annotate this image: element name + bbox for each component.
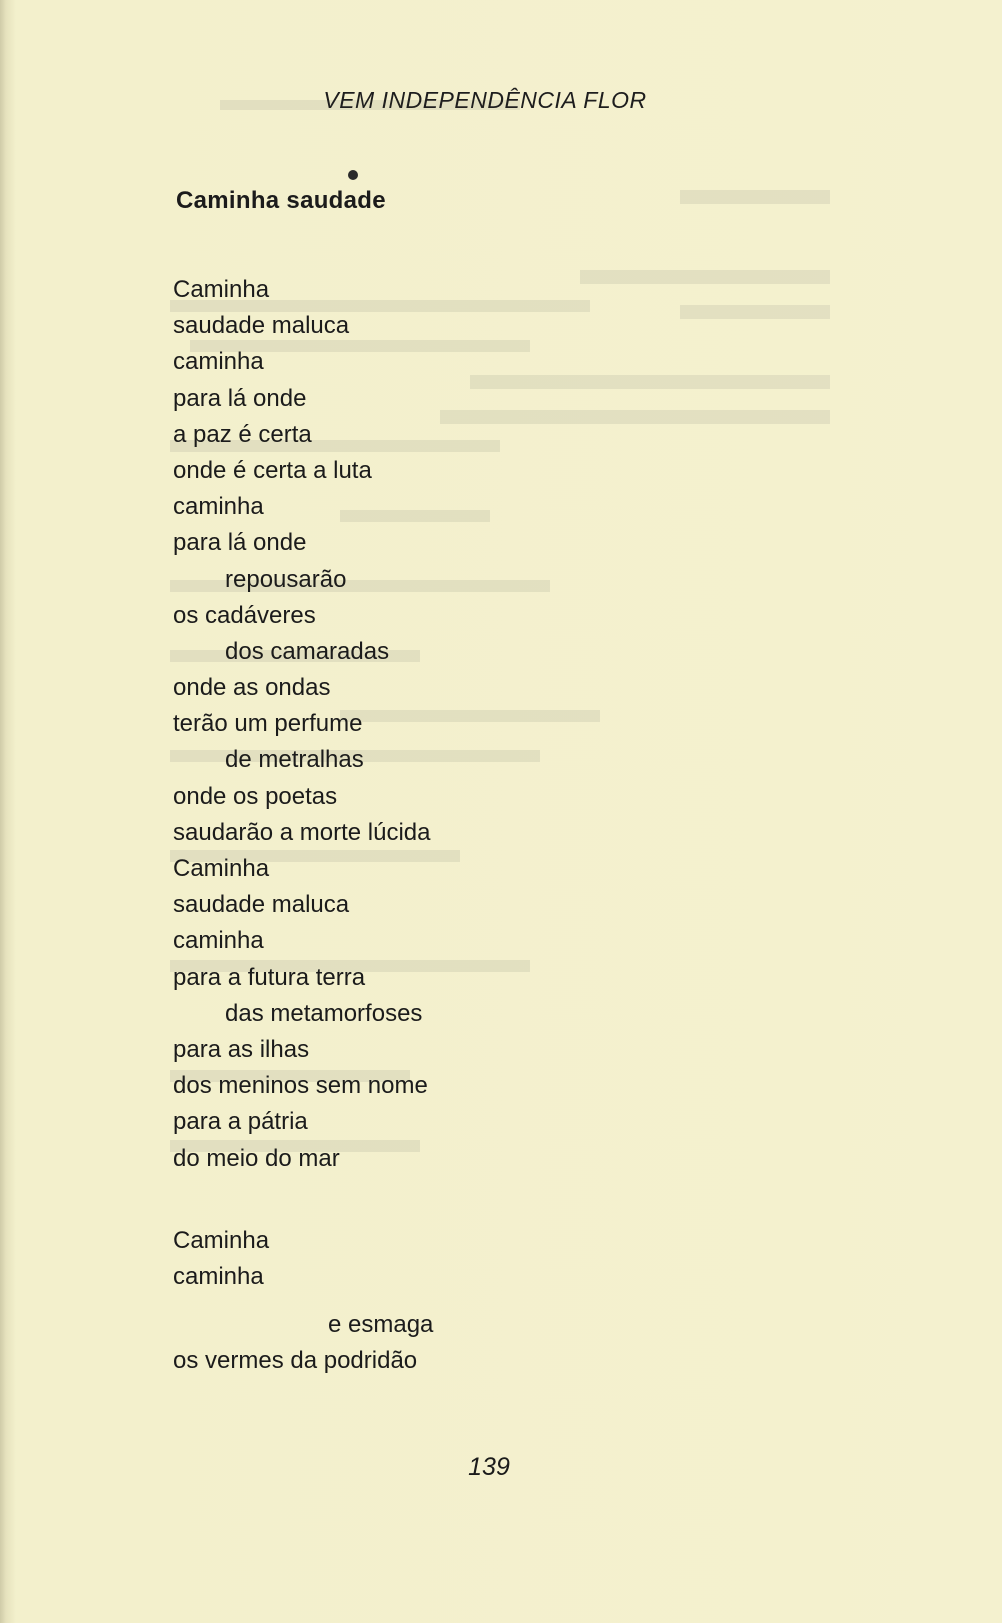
poem-line: dos meninos sem nome bbox=[173, 1072, 428, 1100]
stanza bbox=[173, 1223, 433, 1295]
ornament-dot bbox=[348, 170, 358, 180]
poem-line: do meio do mar bbox=[173, 1144, 340, 1172]
poem-line: dos camaradas bbox=[225, 637, 390, 665]
poem-line: para a pátria bbox=[173, 1108, 308, 1136]
page-number: 139 bbox=[468, 1453, 510, 1481]
poem-line: caminha bbox=[173, 1262, 264, 1290]
poem-line: para lá onde bbox=[173, 529, 307, 557]
poem-line: saudade maluca bbox=[173, 312, 350, 340]
poem-line: Caminha bbox=[173, 855, 270, 882]
poem-line: e esmaga bbox=[328, 1311, 434, 1339]
poem-line: terão um perfume bbox=[173, 710, 363, 738]
stanza-break bbox=[173, 1177, 433, 1223]
poem-line: onde os poetas bbox=[173, 782, 338, 810]
poem-line: Caminha bbox=[173, 1226, 270, 1254]
poem-line: caminha bbox=[173, 493, 264, 521]
poem-body bbox=[173, 272, 433, 1379]
poem-line: das metamorfoses bbox=[225, 999, 423, 1027]
poem-line: para as ilhas bbox=[173, 1035, 310, 1063]
poem-line: Caminha bbox=[173, 276, 270, 303]
poem-line: caminha bbox=[173, 348, 264, 376]
poem-line: caminha bbox=[173, 927, 264, 955]
poem-line: onde é certa a luta bbox=[173, 456, 372, 484]
poem-line: onde as ondas bbox=[173, 674, 331, 702]
poem-line: saudarão a morte lúcida bbox=[173, 818, 431, 846]
poem-line: a paz é certa bbox=[173, 420, 312, 448]
stanza-break bbox=[173, 1295, 433, 1307]
poem-line: saudade maluca bbox=[173, 891, 350, 919]
poem-line: repousarão bbox=[225, 565, 347, 593]
running-head: VEM INDEPENDÊNCIA FLOR bbox=[323, 87, 647, 113]
stanza bbox=[173, 1307, 433, 1379]
stanza bbox=[173, 272, 433, 1177]
poem-line: para lá onde bbox=[173, 384, 307, 412]
poem-title: Caminha saudade bbox=[176, 187, 386, 214]
poem-line: de metralhas bbox=[225, 746, 364, 774]
poem-line: os cadáveres bbox=[173, 601, 316, 629]
poem-line: para a futura terra bbox=[173, 963, 366, 991]
poem-line: os vermes da podridão bbox=[173, 1347, 418, 1375]
